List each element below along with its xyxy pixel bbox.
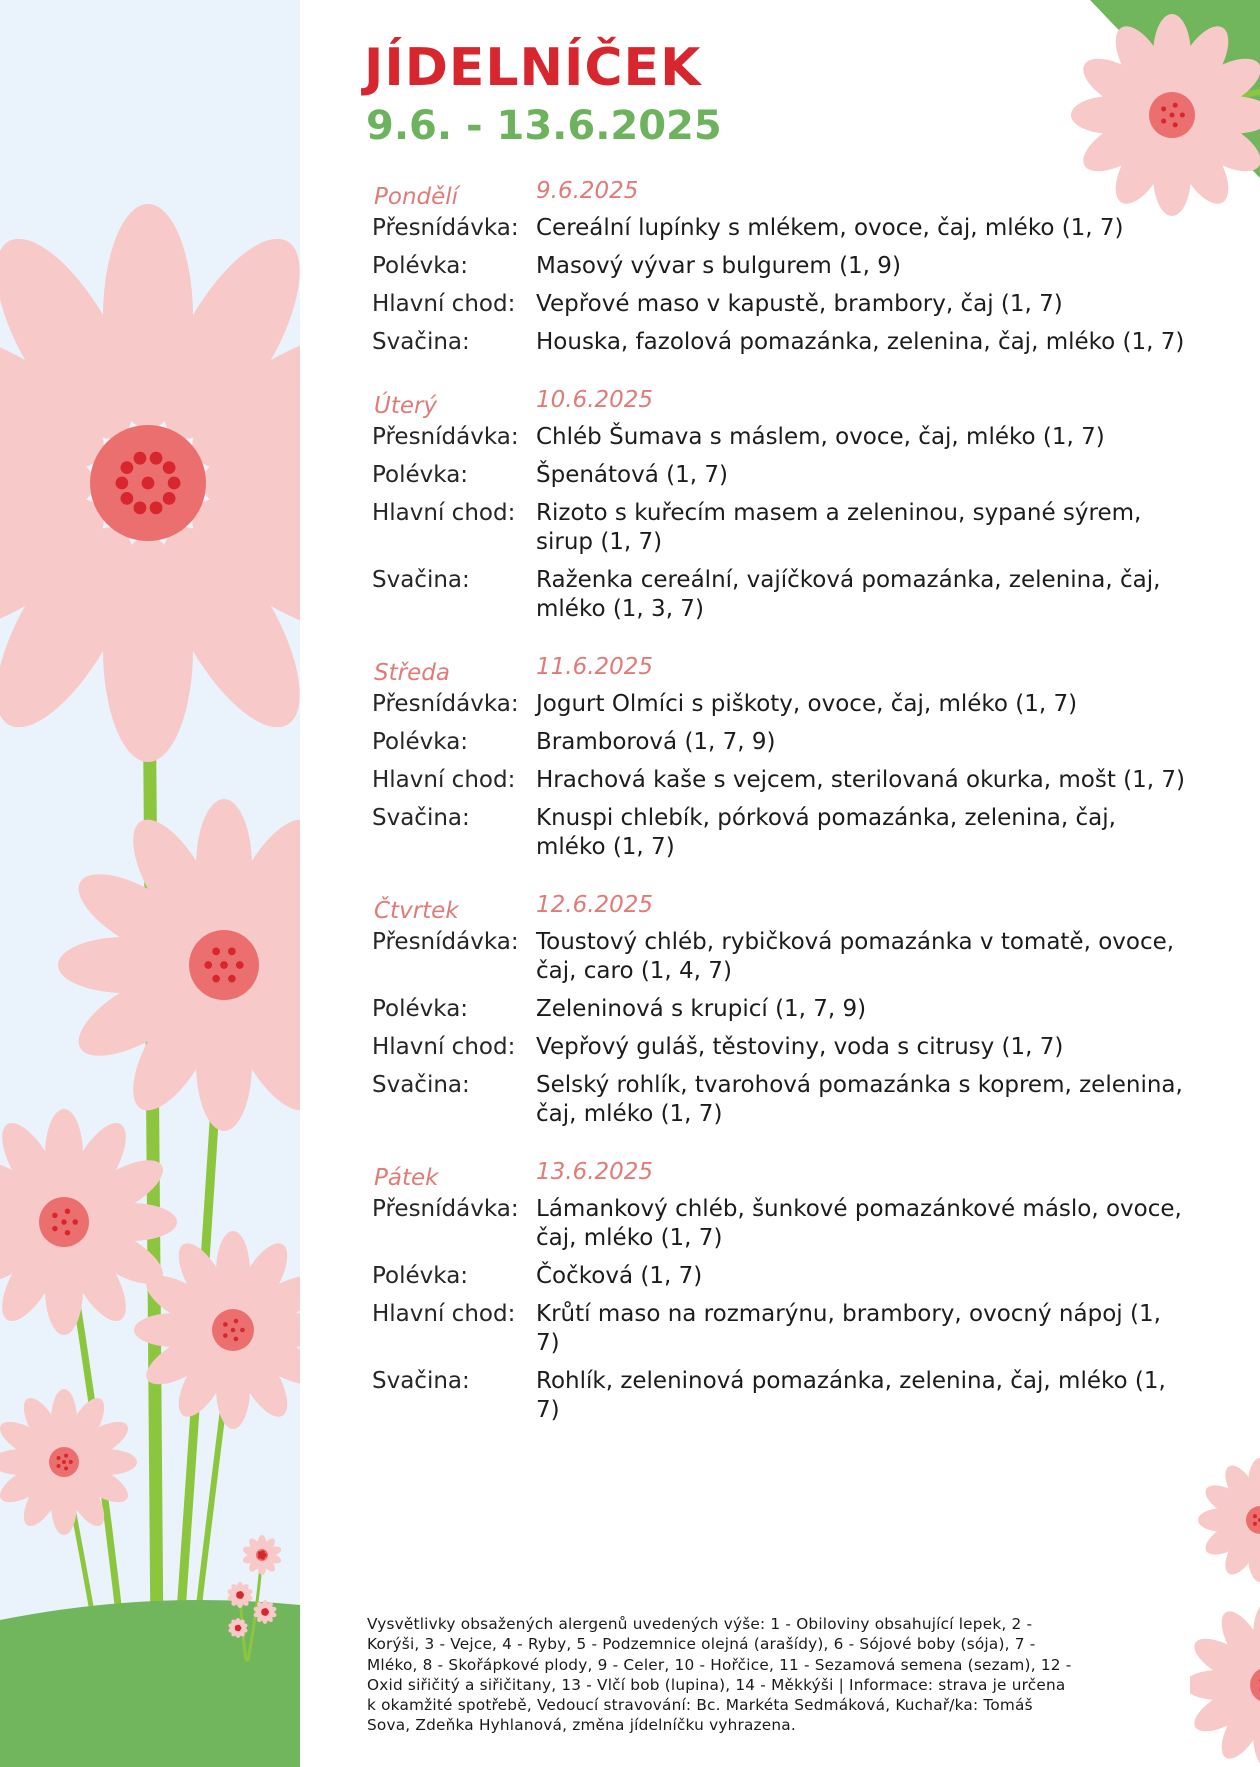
seed-dot — [234, 1337, 239, 1342]
seed-dot — [163, 492, 176, 505]
seed-dot — [1173, 103, 1178, 108]
seed-dot — [1173, 122, 1178, 127]
seed-dot — [61, 1219, 67, 1225]
day-name: Pondělí — [374, 184, 459, 210]
meal-row — [372, 252, 1190, 281]
meal-text: Toustový chléb, rybičková pomazánka v tomatě, ovoce, čaj, caro (1, 4, 7) — [536, 929, 1175, 984]
meal-label: Polévka: — [372, 462, 469, 488]
day-tuesday — [372, 387, 1190, 624]
meal-label: Polévka: — [372, 1263, 469, 1289]
meal-text: Rohlík, zeleninová pomazánka, zelenina, čaj, mléko (1, 7) — [536, 1368, 1166, 1423]
day-date: 13.6.2025 — [536, 1159, 654, 1185]
allergen-legend: Vysvětlivky obsažených alergenů uvedených výše: 1 - Obiloviny obsahující lepek, 2 - Korýši, 3 - Vejce, 4 - Ryby, 5 - Podzemnice olejná (arašídy), 6 - Sójové boby (sója), 7 - Mléko, 8 - Skořápkové plody, 9 - Celer, 10 - Hořčice, 11 - Sezamová semena (sezam), 12 - Oxid siřičitý a siřičitany, 13 - Vlčí bob (lupina), 14 - Měkkýši | Informace: strava je určena k okamžité spotřebě, Vedoucí stravování: Bc. Markéta Sedmáková, Kuchař/ka: Tomáš Sova, Zdeňka Hyhlanová, změna jídelníčku vyhrazena. — [367, 1615, 1072, 1735]
meal-label: Přesnídávka: — [372, 424, 519, 450]
seed-dot — [57, 1464, 61, 1468]
meal-row — [372, 461, 1190, 490]
day-name: Čtvrtek — [374, 898, 459, 924]
seed-dot — [134, 501, 147, 514]
right-edge-flowers — [1190, 1458, 1260, 1767]
seed-dot — [223, 1322, 228, 1327]
weekly-menu — [372, 178, 1190, 1455]
meal-label: Svačina: — [372, 805, 470, 831]
seed-dot — [1180, 112, 1185, 117]
seed-dot — [220, 961, 228, 969]
meal-label: Hlavní chod: — [372, 1301, 516, 1327]
meal-text: Zeleninová s krupicí (1, 7, 9) — [536, 996, 867, 1022]
meal-text: Rizoto s kuřecím masem a zeleninou, sypané sýrem, sirup (1, 7) — [536, 500, 1142, 555]
seed-dot — [236, 961, 244, 969]
meal-text: Cereální lupínky s mlékem, ovoce, čaj, mléko (1, 7) — [536, 215, 1124, 241]
meal-text: Hrachová kaše s vejcem, sterilovaná okurka, mošt (1, 7) — [536, 767, 1185, 793]
seed-dot — [142, 477, 155, 490]
meal-row — [372, 214, 1190, 243]
meal-label: Polévka: — [372, 996, 469, 1022]
seed-dot — [52, 1226, 58, 1232]
meal-label: Svačina: — [372, 1072, 470, 1098]
seed-dot — [228, 948, 236, 956]
seed-dot — [204, 961, 212, 969]
seed-dot — [231, 1328, 236, 1333]
meal-label: Hlavní chod: — [372, 500, 516, 526]
meal-row — [372, 566, 1190, 624]
meal-row — [372, 1071, 1190, 1129]
meal-text: Jogurt Olmíci s piškoty, ovoce, čaj, mléko (1, 7) — [536, 691, 1078, 717]
meal-row — [372, 1033, 1190, 1062]
day-friday — [372, 1159, 1190, 1425]
meal-row — [372, 804, 1190, 862]
seed-dot — [62, 1460, 66, 1464]
seed-dot — [163, 461, 176, 474]
flower-decoration-right — [1190, 1440, 1260, 1767]
meal-row — [372, 728, 1190, 757]
meal-label: Polévka: — [372, 253, 469, 279]
meal-row — [372, 423, 1190, 452]
day-date: 9.6.2025 — [536, 178, 639, 204]
meal-label: Hlavní chod: — [372, 767, 516, 793]
meal-text: Knuspi chlebík, pórková pomazánka, zelenina, čaj, mléko (1, 7) — [536, 805, 1116, 860]
meal-row — [372, 1300, 1190, 1358]
day-name: Pátek — [374, 1165, 439, 1191]
seed-dot — [116, 477, 129, 490]
right-flower-icon — [1198, 1458, 1260, 1582]
meal-row — [372, 690, 1190, 719]
meal-text: Vepřové maso v kapustě, brambory, čaj (1, 7) — [536, 291, 1063, 317]
seed-dot — [1161, 119, 1166, 124]
seed-dot — [121, 492, 134, 505]
seed-dot — [260, 1553, 264, 1557]
seed-dot — [64, 1454, 68, 1458]
meal-text: Špenátová (1, 7) — [536, 462, 728, 488]
meal-row — [372, 1195, 1190, 1253]
seed-dot — [52, 1213, 58, 1219]
meal-text: Krůtí maso na rozmarýnu, brambory, ovocný nápoj (1, 7) — [536, 1301, 1161, 1356]
meal-text: Vepřový guláš, těstoviny, voda s citrusy (1, 7) — [536, 1034, 1064, 1060]
day-date: 10.6.2025 — [536, 387, 654, 413]
seed-dot — [150, 501, 163, 514]
meal-text: Raženka cereální, vajíčková pomazánka, zelenina, čaj, mléko (1, 3, 7) — [536, 567, 1161, 622]
day-name: Úterý — [374, 393, 438, 419]
seed-dot — [1161, 106, 1166, 111]
meal-text: Lámankový chléb, šunkové pomazánkové máslo, ovoce, čaj, mléko (1, 7) — [536, 1196, 1182, 1251]
seed-dot — [234, 1319, 239, 1324]
seed-dot — [64, 1466, 68, 1470]
meal-label: Svačina: — [372, 329, 470, 355]
day-date: 11.6.2025 — [536, 654, 654, 680]
seed-dot — [263, 1610, 267, 1614]
meal-label: Hlavní chod: — [372, 291, 516, 317]
seed-dot — [228, 975, 236, 983]
meal-label: Přesnídávka: — [372, 929, 519, 955]
meal-row — [372, 1367, 1190, 1425]
day-monday — [372, 178, 1190, 357]
seed-dot — [65, 1230, 71, 1236]
page-title: JÍDELNÍČEK — [364, 38, 702, 98]
meal-row — [372, 928, 1190, 986]
meal-text: Masový vývar s bulgurem (1, 9) — [536, 253, 901, 279]
seed-dot — [150, 452, 163, 465]
day-thursday — [372, 892, 1190, 1129]
meal-row — [372, 995, 1190, 1024]
meal-text: Chléb Šumava s máslem, ovoce, čaj, mléko (1, 7) — [536, 424, 1105, 450]
seed-dot — [212, 948, 220, 956]
seed-dot — [236, 1626, 240, 1630]
meal-row — [372, 766, 1190, 795]
day-name: Středa — [374, 660, 450, 686]
meal-label: Svačina: — [372, 1368, 470, 1394]
meal-row — [372, 499, 1190, 557]
meal-label: Polévka: — [372, 729, 469, 755]
date-range: 9.6. - 13.6.2025 — [366, 103, 722, 149]
meal-text: Čočková (1, 7) — [536, 1263, 703, 1289]
seed-dot — [65, 1209, 71, 1215]
seed-dot — [57, 1456, 61, 1460]
meal-label: Hlavní chod: — [372, 1034, 516, 1060]
seed-dot — [212, 975, 220, 983]
seed-dot — [240, 1328, 245, 1333]
meal-row — [372, 290, 1190, 319]
seed-dot — [168, 477, 181, 490]
seed-dot — [1169, 112, 1174, 117]
seed-dot — [1253, 1522, 1257, 1526]
day-date: 12.6.2025 — [536, 892, 654, 918]
seed-dot — [1253, 1514, 1257, 1518]
meal-text: Houska, fazolová pomazánka, zelenina, čaj, mléko (1, 7) — [536, 329, 1185, 355]
right-flower-icon — [1190, 1601, 1260, 1767]
meal-label: Přesnídávka: — [372, 215, 519, 241]
meal-row — [372, 1262, 1190, 1291]
seed-dot — [223, 1333, 228, 1338]
meal-text: Bramborová (1, 7, 9) — [536, 729, 776, 755]
meal-label: Přesnídávka: — [372, 1196, 519, 1222]
day-wednesday — [372, 654, 1190, 862]
flower-large-icon — [0, 204, 300, 762]
seed-dot — [238, 1593, 242, 1597]
seed-dot — [121, 461, 134, 474]
seed-dot — [134, 452, 147, 465]
meal-row — [372, 328, 1190, 357]
flower-decoration-left — [0, 0, 300, 1767]
meal-label: Svačina: — [372, 567, 470, 593]
seed-dot — [73, 1219, 79, 1225]
meal-label: Přesnídávka: — [372, 691, 519, 717]
meal-text: Selský rohlík, tvarohová pomazánka s koprem, zelenina, čaj, mléko (1, 7) — [536, 1072, 1183, 1127]
seed-dot — [69, 1460, 73, 1464]
